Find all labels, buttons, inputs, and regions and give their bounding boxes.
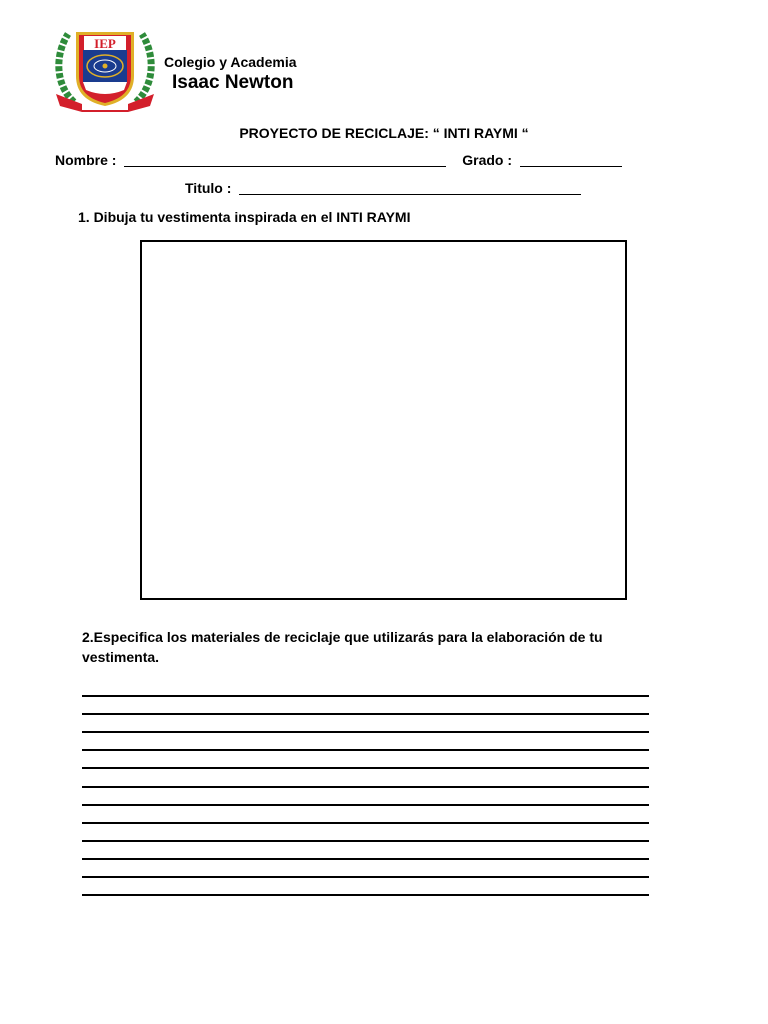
answer-line[interactable] <box>82 713 649 715</box>
answer-line[interactable] <box>82 804 649 806</box>
school-prefix: Colegio y Academia <box>164 54 297 70</box>
answer-line[interactable] <box>82 840 649 842</box>
question-1: 1. Dibuja tu vestimenta inspirada en el INTI RAYMI <box>78 209 411 225</box>
answer-line[interactable] <box>82 749 649 751</box>
name-blank[interactable] <box>124 156 446 167</box>
logo-text: IEP <box>94 36 116 51</box>
answer-line[interactable] <box>82 876 649 878</box>
name-grade-row <box>55 152 622 168</box>
name-label: Nombre : <box>55 152 117 168</box>
school-name: Isaac Newton <box>172 72 294 93</box>
answer-line[interactable] <box>82 786 649 788</box>
drawing-box[interactable] <box>140 240 627 600</box>
grade-blank[interactable] <box>520 156 622 167</box>
question-2: 2.Especifica los materiales de reciclaje que utilizarás para la elaboración de tu vestimenta. <box>82 629 603 665</box>
answer-line[interactable] <box>82 731 649 733</box>
answer-line[interactable] <box>82 894 649 896</box>
answer-line[interactable] <box>82 695 649 697</box>
answer-line[interactable] <box>82 822 649 824</box>
school-crest-logo <box>52 24 158 114</box>
answer-line[interactable] <box>82 858 649 860</box>
grade-label: Grado : <box>462 152 513 168</box>
worksheet-title: PROYECTO DE RECICLAJE: “ INTI RAYMI “ <box>239 125 529 141</box>
answer-line[interactable] <box>82 767 649 769</box>
title-label: Titulo : <box>185 180 232 196</box>
title-row <box>185 180 581 196</box>
title-blank[interactable] <box>239 184 581 195</box>
